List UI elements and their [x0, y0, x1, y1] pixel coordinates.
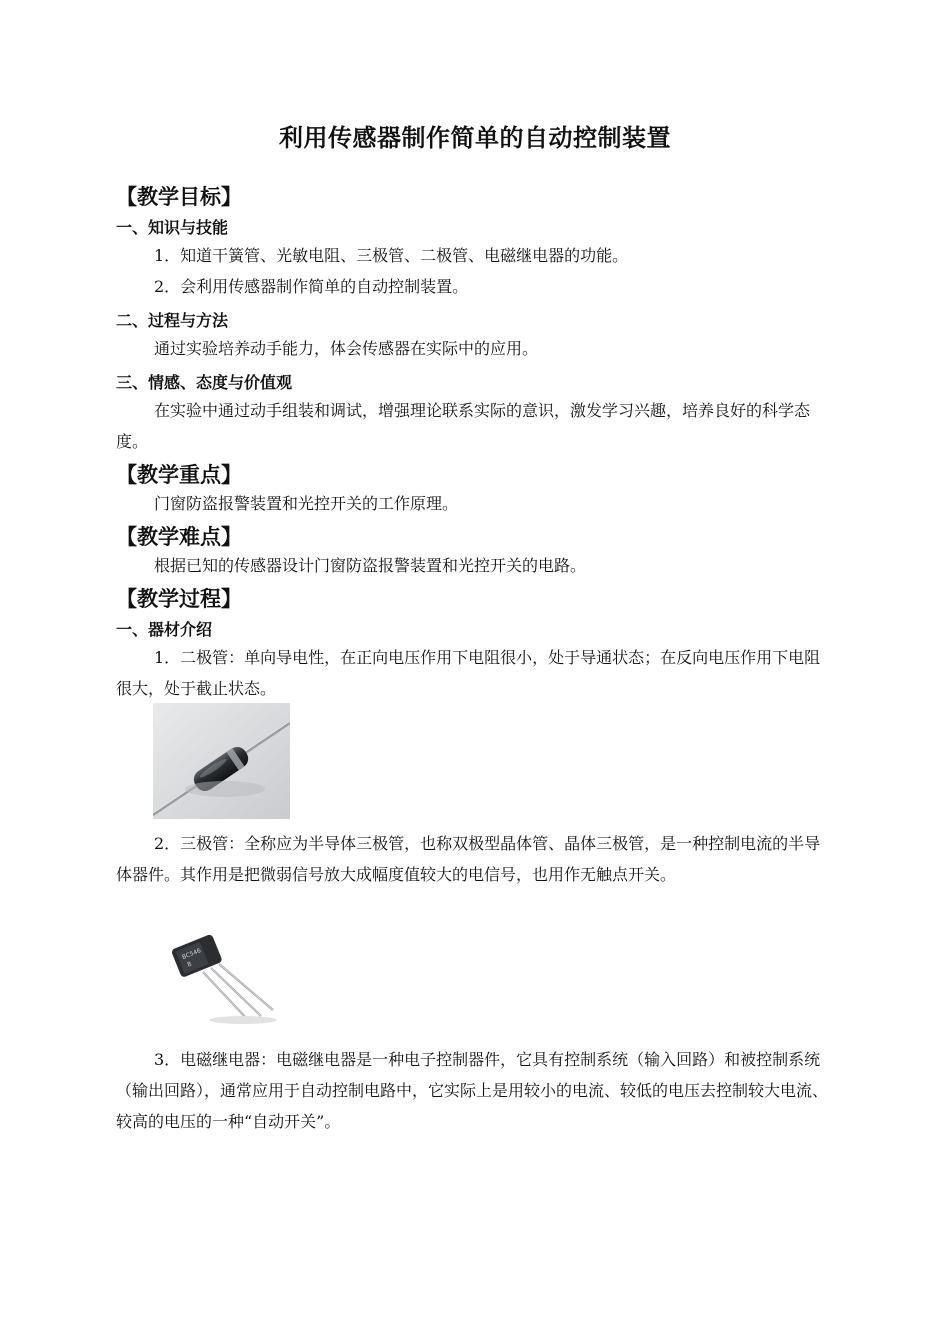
process-heading: 二、过程与方法 [116, 311, 229, 330]
diode-photo [153, 703, 290, 819]
transistor-photo [153, 920, 290, 1028]
svg-text:BC546: BC546 [181, 947, 203, 962]
key-points-heading: 【教学重点】 [116, 463, 242, 487]
material-relay-text: 3．电磁继电器：电磁继电器是一种电子控制器件，它具有控制系统（输入回路）和被控制系统（输出回路），通常应用于自动控制电路中，它实际上是用较小的电流、较低的电压去控制较大电流、较高的电压的一种“自动开关”。 [116, 1050, 829, 1131]
key-points-text: 门窗防盗报警装置和光控开关的工作原理。 [154, 494, 459, 513]
knowledge-item-2: 2．会利用传感器制作简单的自动控制装置。 [154, 277, 469, 296]
document-title: 利用传感器制作简单的自动控制装置 [279, 124, 671, 152]
material-transistor-text: 2．三极管：全称应为半导体三极管，也称双极型晶体管、晶体三极管，是一种控制电流的半导体器件。其作用是把微弱信号放大成幅度值较大的电信号，也用作无触点开关。 [116, 834, 821, 884]
emotion-text: 在实验中通过动手组装和调试，增强理论联系实际的意识，激发学习兴趣，培养良好的科学态度。 [116, 401, 811, 451]
emotion-heading: 三、情感、态度与价值观 [116, 373, 293, 392]
knowledge-item-1: 1．知道干簧管、光敏电阻、三极管、二极管、电磁继电器的功能。 [154, 246, 629, 265]
procedure-heading: 【教学过程】 [116, 587, 242, 611]
svg-text:B: B [186, 960, 193, 969]
difficulties-text: 根据已知的传感器设计门窗防盗报警装置和光控开关的电路。 [154, 556, 587, 575]
objectives-heading: 【教学目标】 [116, 185, 242, 209]
process-text: 通过实验培养动手能力，体会传感器在实际中的应用。 [154, 339, 539, 358]
material-diode-text: 1．二极管：单向导电性，在正向电压作用下电阻很小，处于导通状态；在反向电压作用下电阻很大，处于截止状态。 [116, 648, 821, 698]
materials-heading: 一、器材介绍 [116, 620, 213, 639]
difficulties-heading: 【教学难点】 [116, 525, 242, 549]
knowledge-heading: 一、知识与技能 [116, 218, 229, 237]
